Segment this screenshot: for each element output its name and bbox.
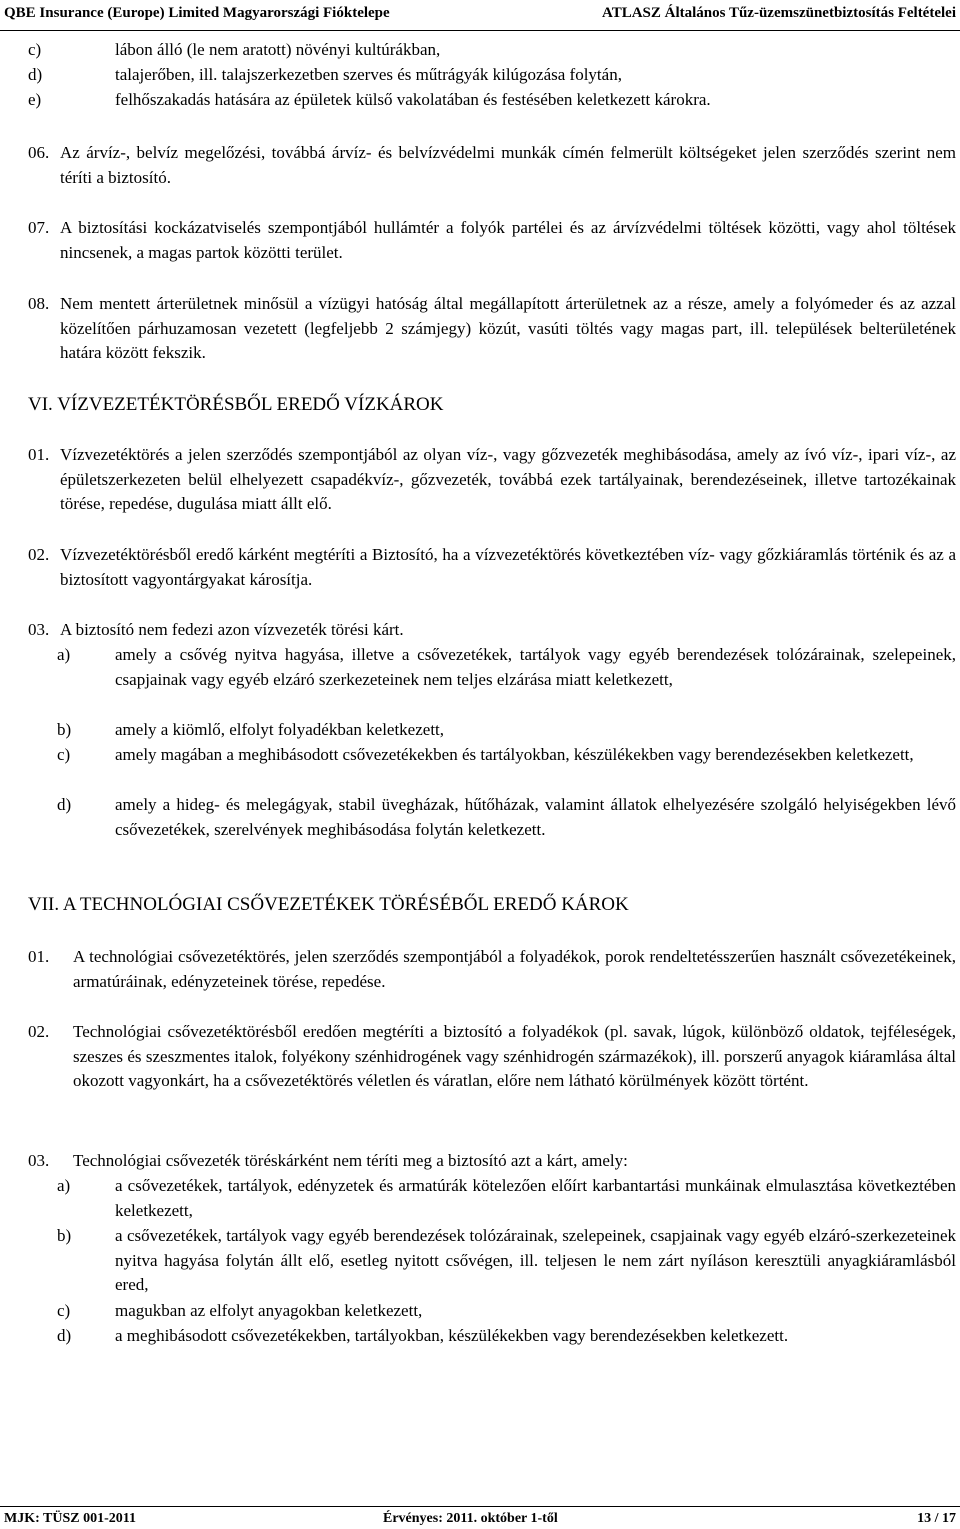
list-text: amely magában a meghibásodott csővezetékekben és tartályokban, készülékekben vagy berendezésekben keletkezett,: [115, 745, 914, 764]
list-text: a meghibásodott csővezetékekben, tartályokban, készülékekben vagy berendezésekben keletkezett.: [115, 1326, 789, 1345]
list-label: c): [28, 40, 42, 59]
paragraph-number: 06.: [28, 143, 50, 162]
paragraph-text: A biztosítási kockázatviselés szempontjából hullámtér a folyók partélei és az árvízvédelmi töltések közötti, vagy ahol töltések nincsenek, a magas partok közötti terület.: [60, 218, 956, 262]
list-label: a): [57, 645, 71, 664]
paragraph-number: 02.: [28, 1022, 50, 1041]
list-label: b): [57, 1226, 72, 1245]
list-text: amely a csővég nyitva hagyása, illetve a csővezetékek, tartályok vagy egyéb berendezések tolózárainak, szelepeinek, csapjainak vagy egyéb elzáró szerkezeteinek nem teljes elzárása miatt keletkezett,: [115, 645, 956, 689]
paragraph-number: 02.: [28, 545, 50, 564]
page-header: [0, 0, 960, 31]
list-label: c): [57, 1301, 71, 1320]
paragraph-text: A technológiai csővezetéktörés, jelen szerződés szempontjából a folyadékok, porok rendeltetésszerűen használt csővezetékeinek, armatúráinak, edényzeteinek törése, repedése.: [73, 947, 956, 991]
paragraph-number: 07.: [28, 218, 50, 237]
paragraph-number: 03.: [28, 620, 50, 639]
list-text: felhőszakadás hatására az épületek külső vakolatában és festésében keletkezett károkra.: [115, 90, 711, 109]
paragraph-text: Nem mentett árterületnek minősül a vízügyi hatóság által megállapított árterületnek az a része, amely a folyómeder és az azzal közelítően párhuzamosan vezetett (legfeljebb 2 számjegy) közút, vasúti töltés vagy magas part, ill. települések belterületének határa között fekszik.: [60, 294, 956, 362]
list-text: magukban az elfolyt anyagokban keletkezett,: [115, 1301, 423, 1320]
list-text: lábon álló (le nem aratott) növényi kultúrákban,: [115, 40, 441, 59]
list-text: a csővezetékek, tartályok vagy egyéb berendezések tolózárainak, szelepeinek, csapjainak vagy egyéb elzáró-szerkezeteinek nyitva hagyása folytán állt elő, esetleg nyitott csővégen, ill. teljesen le nem zárt nyíláson keresztüli anyagkiáramlásból ered,: [115, 1226, 956, 1294]
list-label: d): [57, 795, 72, 814]
list-label: e): [28, 90, 42, 109]
paragraph-text: Vízvezetéktörés a jelen szerződés szempontjából az olyan víz-, vagy gőzvezeték meghibásodása, amely az ívó víz-, ipari víz-, az épületszerkezeten belül elhelyezett csapadékvíz-, gőzvezeték, továbbá ezek tartályainak, berendezéseinek, illetve tartozékainak törése, repedése, dugulása miatt állt elő.: [60, 445, 956, 513]
section-heading-vi: VI. VÍZVEZETÉKTÖRÉSBŐL EREDŐ VÍZKÁROK: [28, 394, 444, 415]
paragraph-text: Technológiai csővezeték töréskárként nem téríti meg a biztosító azt a kárt, amely:: [73, 1151, 628, 1170]
header-document-title: ATLASZ Általános Tűz-üzemszünetbiztosítás Feltételei: [601, 5, 956, 21]
list-text: talajerőben, ill. talajszerkezetben szerves és műtrágyák kilúgozása folytán,: [115, 65, 622, 84]
list-text: a csővezetékek, tartályok, edényzetek és armatúrák kötelezően előírt karbantartási munkáinak elmulasztása következtében keletkezett,: [115, 1176, 956, 1220]
paragraph-number: 03.: [28, 1151, 50, 1170]
paragraph-text: Az árvíz-, belvíz megelőzési, továbbá árvíz- és belvízvédelmi munkák címén felmerült költségeket jelen szerződés szerint nem téríti a biztosító.: [60, 143, 956, 187]
list-label: d): [28, 65, 43, 84]
section-heading-vii: VII. A TECHNOLÓGIAI CSŐVEZETÉKEK TÖRÉSÉBŐL EREDŐ KÁROK: [28, 894, 629, 915]
paragraph-text: A biztosító nem fedezi azon vízvezeték törési kárt.: [60, 620, 404, 639]
list-label: b): [57, 720, 72, 739]
list-label: c): [57, 745, 71, 764]
header-company: QBE Insurance (Europe) Limited Magyarországi Fióktelepe: [4, 5, 390, 21]
footer-validity: Érvényes: 2011. október 1-től: [383, 1511, 558, 1526]
list-label: d): [57, 1326, 72, 1345]
list-text: amely a kiömlő, elfolyt folyadékban keletkezett,: [115, 720, 445, 739]
paragraph-text: Technológiai csővezetéktörésből eredően megtéríti a biztosító a folyadékok (pl. savak, lúgok, különböző oldatok, tejféleségek, szeszes és szeszmentes italok, folyékony szénhidrogének vagy szénhidrogén származékok), ill. porszerű anyagok kiáramlása által okozott vagyonkárt, ha a csővezetéktörés véletlen és váratlan, előre nem látható körülmények között történt.: [73, 1022, 956, 1090]
list-label: a): [57, 1176, 71, 1195]
footer-document-code: MJK: TÜSZ 001-2011: [4, 1511, 136, 1526]
paragraph-number: 01.: [28, 445, 50, 464]
page-number: 13 / 17: [917, 1511, 956, 1526]
page-footer: [0, 1506, 960, 1529]
paragraph-number: 01.: [28, 947, 50, 966]
paragraph-text: Vízvezetéktörésből eredő kárként megtéríti a Biztosító, ha a vízvezetéktörés következtében víz- vagy gőzkiáramlás történik és az a biztosított vagyontárgyakat károsítja.: [60, 545, 956, 589]
list-text: amely a hideg- és melegágyak, stabil üvegházak, hűtőházak, valamint állatok elhelyezésére szolgáló helyiségekben lévő csővezetékek, szerelvények meghibásodása folytán keletkezett.: [115, 795, 956, 839]
paragraph-number: 08.: [28, 294, 50, 313]
